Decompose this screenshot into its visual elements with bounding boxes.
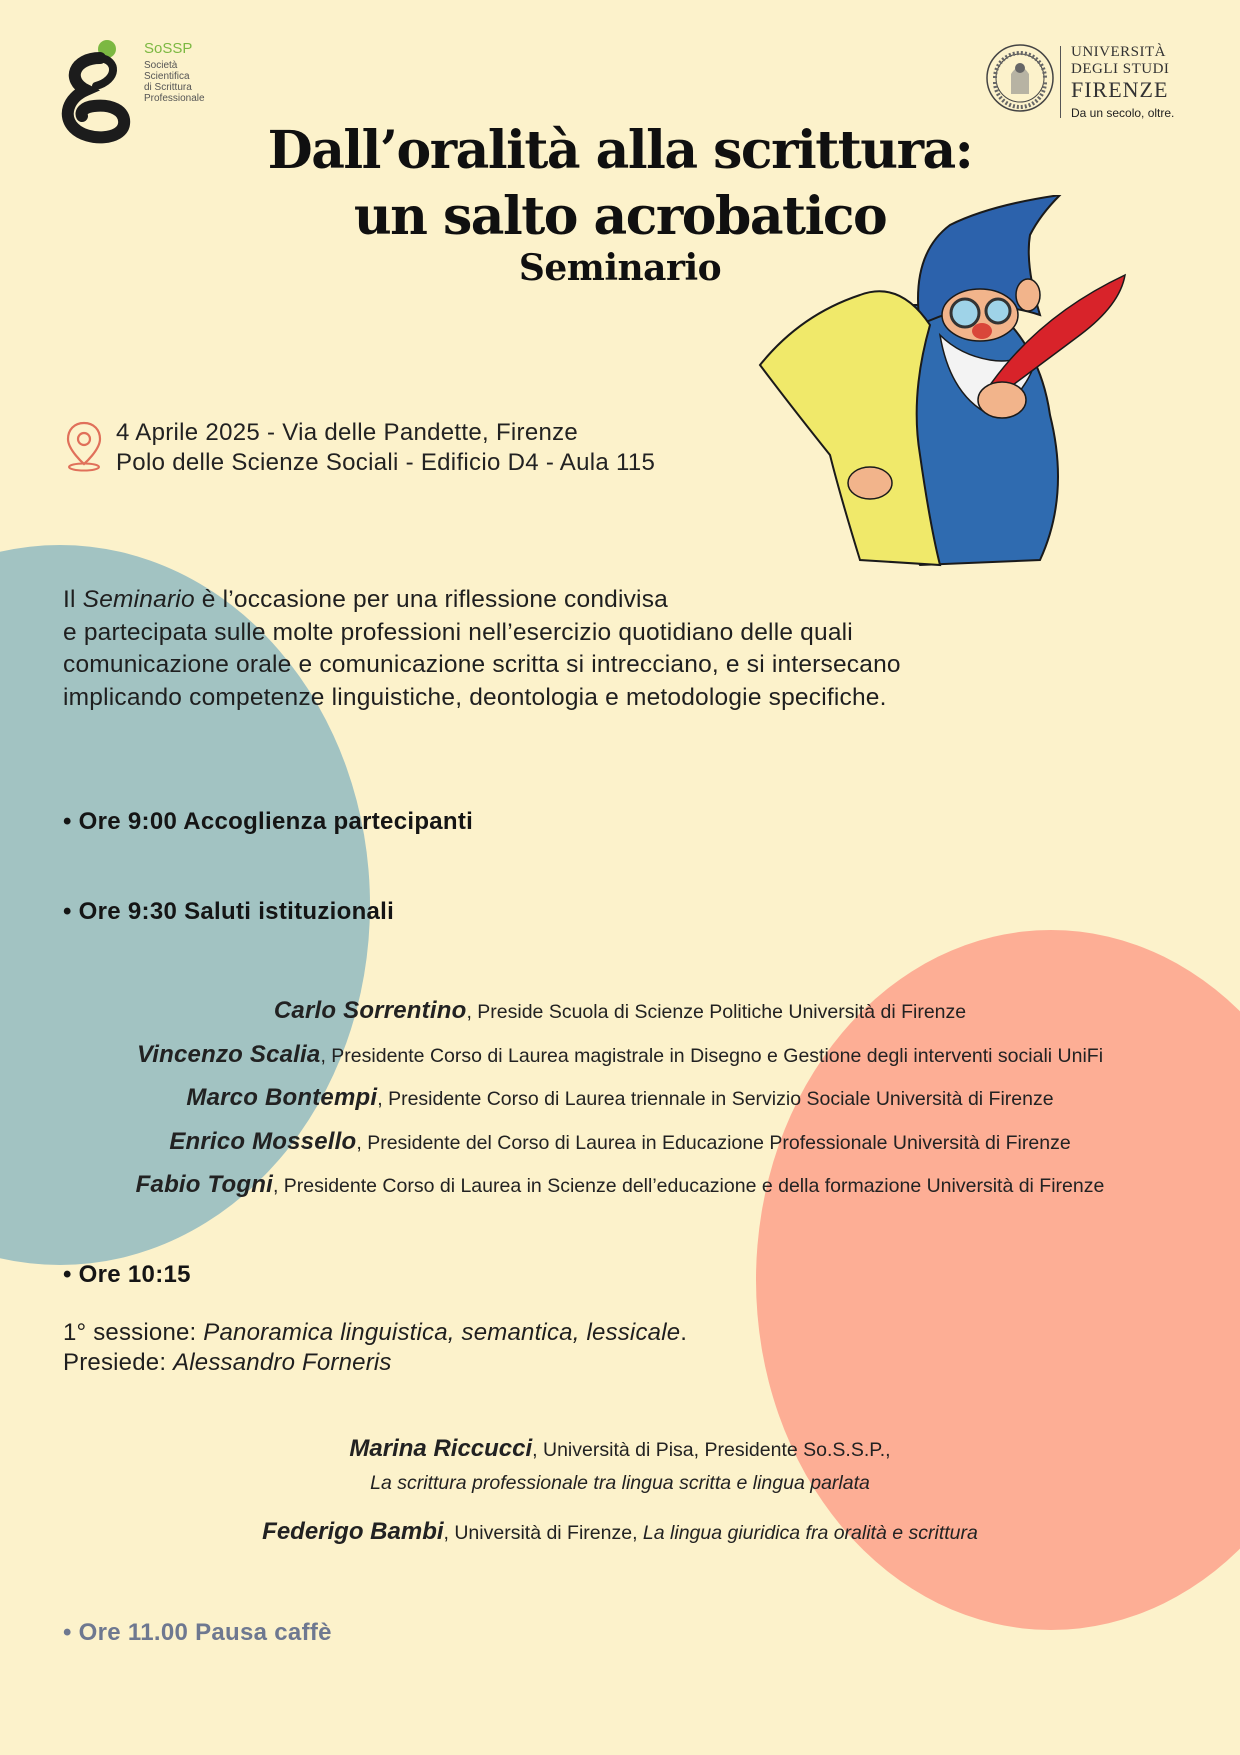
speaker-row: Enrico Mossello, Presidente del Corso di Laurea in Educazione Professionale Università di Firenze (169, 1127, 1071, 1155)
title-line-2: un salto acrobatico (353, 186, 887, 247)
talk-title: La scrittura professionale tra lingua scritta e lingua parlata (370, 1472, 870, 1494)
speaker-row: Fabio Togni, Presidente Corso di Laurea in Scienze dell’educazione e della formazione Università di Firenze (135, 1171, 1105, 1198)
talk-title: La lingua giuridica fra oralità e scrittura (642, 1522, 978, 1544)
unifi-seal-icon (985, 40, 1055, 116)
session-info: 1° sessione: Panoramica linguistica, semantica, lessicale. Presiede: Alessandro Forneris (63, 1319, 688, 1376)
speaker-row: Carlo Sorrentino, Preside Scuola di Scienze Politiche Università di Firenze (273, 997, 967, 1024)
wizard-illustration (740, 195, 1200, 575)
speakers-list (30, 990, 1210, 1208)
agenda-item-pausa: • Ore 11.00 Pausa caffè (63, 1619, 332, 1646)
talks-list (130, 1429, 1110, 1553)
unifi-logo (985, 40, 1185, 130)
unifi-wordmark: UNIVERSITÀ DEGLI STUDI FIRENZE Da un secolo, oltre. (1071, 44, 1175, 120)
talk-speaker-row: Marina Riccucci, Università di Pisa, Presidente So.S.S.P., (349, 1435, 891, 1462)
agenda-item-saluti: • Ore 9:30 Saluti istituzionali (63, 898, 395, 925)
subtitle: Seminario (518, 247, 722, 289)
location-line-2: Polo delle Scienze Sociali - Edificio D4 - Aula 115 (116, 449, 656, 476)
speaker-row: Vincenzo Scalia, Presidente Corso di Laurea magistrale in Disegno e Gestione degli interventi sociali UniFi (136, 1040, 1104, 1068)
agenda-item-accoglienza: • Ore 9:00 Accoglienza partecipanti (63, 808, 474, 835)
intro-emphasis: Seminario (82, 586, 195, 613)
intro-paragraph: Il Seminario è l’occasione per una riflessione condivisa e partecipata sulle molte professioni nell’esercizio quotidiano delle quali comunicazione orale e comunicazione scritta si intrecciano, e si intersecano implicando competenze linguistiche, deontologia e metodologie specifiche. (63, 586, 901, 711)
agenda-item-1015: • Ore 10:15 (63, 1261, 191, 1288)
unifi-motto: Da un secolo, oltre. (1071, 106, 1175, 120)
sossp-name: SoSSP (144, 40, 193, 57)
speaker-row: Marco Bontempi, Presidente Corso di Laurea triennale in Servizio Sociale Università di Firenze (186, 1084, 1054, 1111)
location-line-1: 4 Aprile 2025 - Via delle Pandette, Firenze (116, 419, 579, 446)
sossp-logo-icon (60, 38, 140, 148)
title-line-1: Dall’oralità alla scrittura: (267, 120, 973, 181)
talk-speaker-row: Federigo Bambi, Università di Firenze, La lingua giuridica fra oralità e scrittura (262, 1518, 978, 1545)
location-pin-icon (64, 420, 104, 472)
session-chair: Alessandro Forneris (173, 1349, 392, 1376)
unifi-divider (1060, 46, 1061, 118)
sossp-subtitle: Società Scientifica di Scrittura Professionale (144, 60, 205, 104)
session-title: Panoramica linguistica, semantica, lessicale (203, 1319, 681, 1346)
